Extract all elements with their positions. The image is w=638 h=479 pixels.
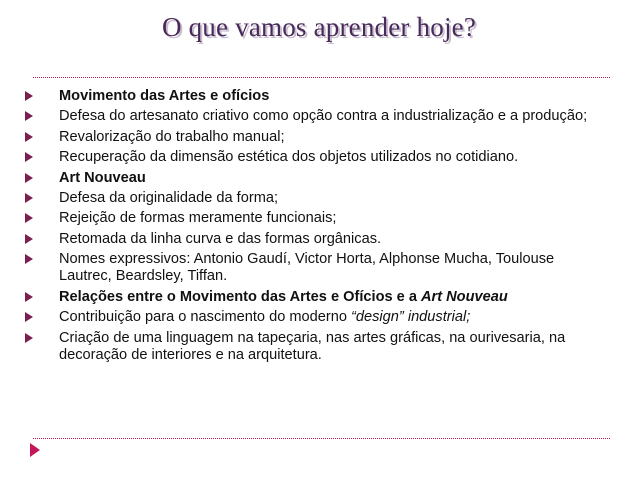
triangle-bullet-icon — [25, 173, 33, 183]
list-item — [22, 231, 607, 248]
next-arrow-icon[interactable] — [30, 443, 40, 457]
list-item-text: Recuperação da dimensão estética dos objetos utilizados no cotidiano. — [59, 149, 519, 166]
triangle-bullet-icon — [25, 254, 33, 264]
list-item — [22, 170, 607, 187]
list-item — [22, 330, 607, 365]
list-item — [22, 210, 607, 227]
triangle-bullet-icon — [25, 193, 33, 203]
list-item-text: Relações entre o Movimento das Artes e Ofícios e a — [59, 288, 421, 305]
triangle-bullet-icon — [25, 312, 33, 322]
list-item-text: Rejeição de formas meramente funcionais; — [59, 210, 337, 227]
bottom-divider — [33, 438, 610, 439]
triangle-bullet-icon — [25, 91, 33, 101]
list-item-text: Criação de uma linguagem na tapeçaria, nas artes gráficas, na ourivesaria, na decoração de interiores e na arquitetura. — [59, 329, 566, 363]
triangle-bullet-icon — [25, 132, 33, 142]
list-item — [22, 88, 607, 105]
list-item — [22, 251, 607, 286]
list-item-text: Nomes expressivos: Antonio Gaudí, Victor Horta, Alphonse Mucha, Toulouse Lautrec, Beardsley, Tiffan. — [59, 251, 555, 285]
top-divider — [33, 77, 610, 78]
list-item-text: Revalorização do trabalho manual; — [59, 128, 285, 145]
list-item — [22, 129, 607, 146]
list-item — [22, 289, 607, 306]
list-item-text: Retomada da linha curva e das formas orgânicas. — [59, 230, 382, 247]
triangle-bullet-icon — [25, 234, 33, 244]
list-item-emphasis: Art Nouveau — [421, 288, 508, 305]
list-item-text: Defesa do artesanato criativo como opção contra a industrialização e a produção; — [59, 108, 588, 125]
list-item-emphasis: “design” industrial; — [351, 309, 471, 326]
list-item-text: Art Nouveau — [59, 169, 146, 186]
bullet-list — [22, 88, 607, 367]
list-item-text: Movimento das Artes e ofícios — [59, 88, 270, 104]
list-item-text: Contribuição para o nascimento do moderno — [59, 309, 352, 326]
triangle-bullet-icon — [25, 333, 33, 343]
list-item — [22, 309, 607, 326]
triangle-bullet-icon — [25, 292, 33, 302]
triangle-bullet-icon — [25, 213, 33, 223]
list-item — [22, 149, 607, 166]
slide-title: O que vamos aprender hoje? — [161, 12, 477, 42]
list-item — [22, 190, 607, 207]
list-item — [22, 108, 607, 125]
triangle-bullet-icon — [25, 111, 33, 121]
triangle-bullet-icon — [25, 152, 33, 162]
list-item-text: Defesa da originalidade da forma; — [59, 189, 279, 206]
